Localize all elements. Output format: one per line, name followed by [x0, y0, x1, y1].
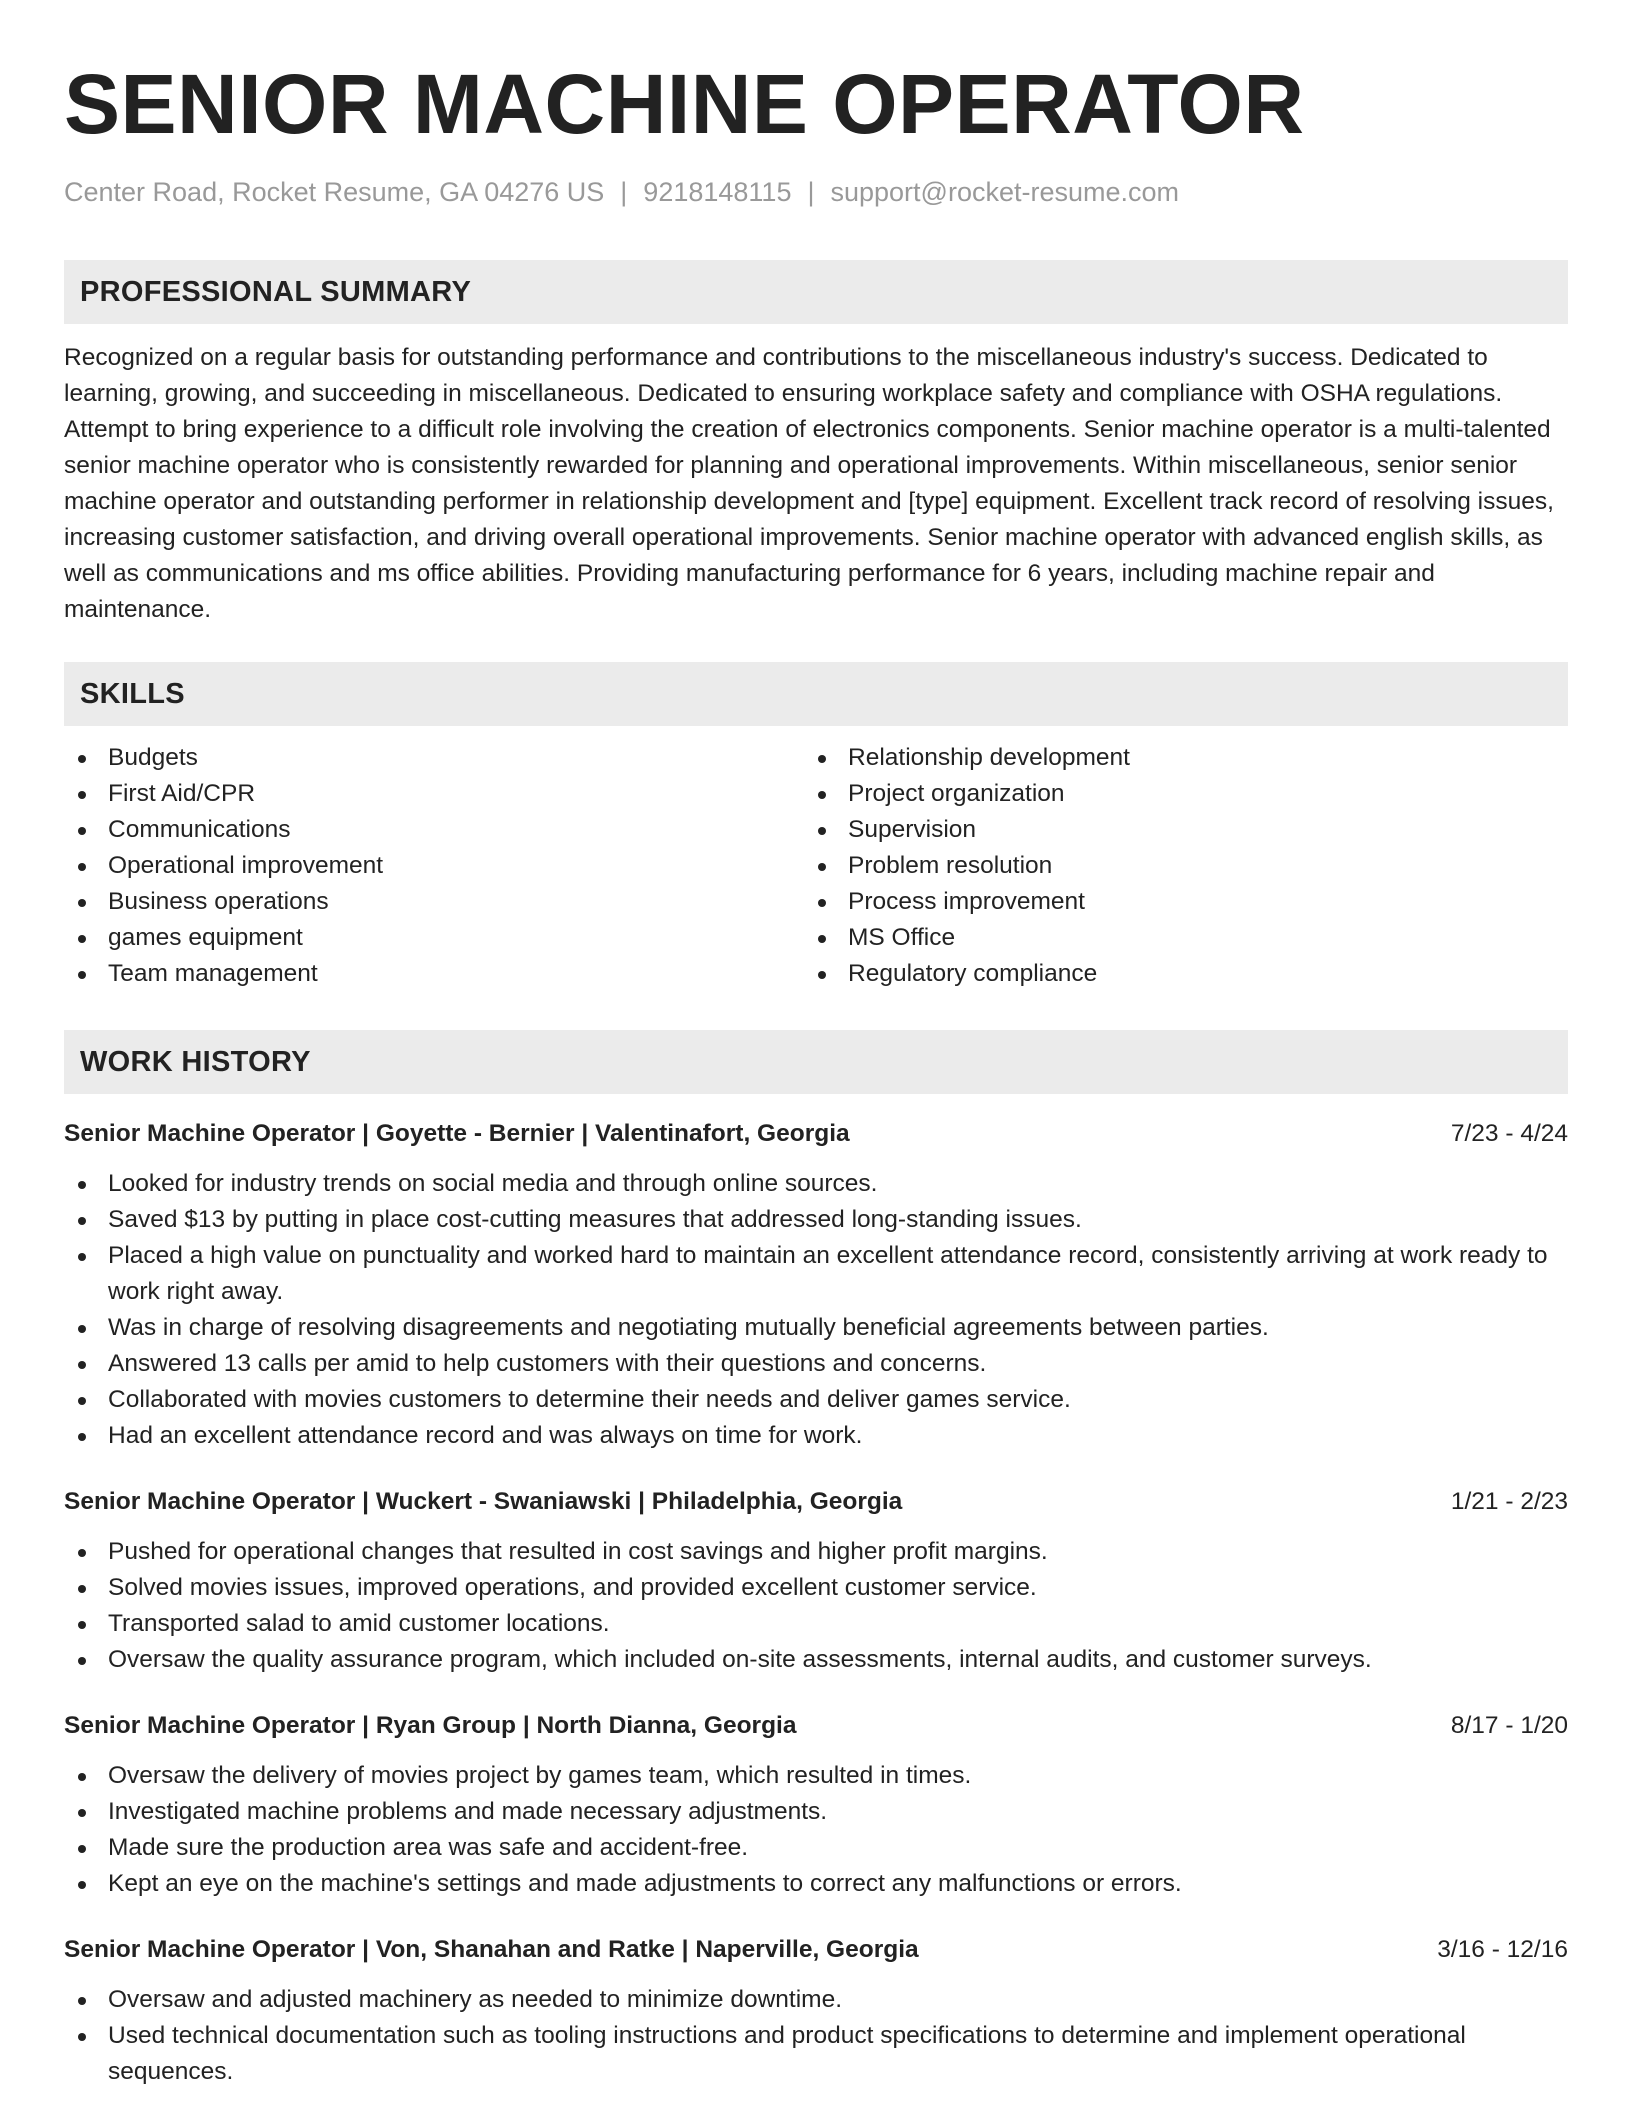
skill-item: Operational improvement — [64, 848, 804, 884]
job-bullet: Oversaw and adjusted machinery as needed to minimize downtime. — [64, 1982, 1568, 2018]
job-bullet: Saved $13 by putting in place cost-cutting measures that addressed long-standing issues. — [64, 1202, 1568, 1238]
section-heading-work-history: WORK HISTORY — [64, 1030, 1568, 1094]
job-bullet: Oversaw the delivery of movies project by games team, which resulted in times. — [64, 1758, 1568, 1794]
section-heading-skills: SKILLS — [64, 662, 1568, 726]
skill-item: games equipment — [64, 920, 804, 956]
job-bullet: Looked for industry trends on social media and through online sources. — [64, 1166, 1568, 1202]
job-bullet: Used technical documentation such as tooling instructions and product specifications to determine and implement operational sequences. — [64, 2018, 1568, 2090]
skill-item: Team management — [64, 956, 804, 992]
job-entry — [64, 1484, 1568, 1678]
job-title: Senior Machine Operator | Wuckert - Swaniawski | Philadelphia, Georgia — [64, 1488, 903, 1515]
skills-list — [64, 740, 1568, 992]
skill-item: Communications — [64, 812, 804, 848]
skill-item: MS Office — [804, 920, 1544, 956]
job-header — [64, 1708, 1568, 1744]
job-dates: 1/21 - 2/23 — [1450, 1488, 1568, 1515]
skill-item: Supervision — [804, 812, 1544, 848]
email: support@rocket-resume.com — [830, 177, 1180, 207]
job-header — [64, 1484, 1568, 1520]
skill-item: Business operations — [64, 884, 804, 920]
job-bullet: Was in charge of resolving disagreements and negotiating mutually beneficial agreements between parties. — [64, 1310, 1568, 1346]
address: Center Road, Rocket Resume, GA 04276 US — [64, 177, 605, 207]
separator: | — [620, 177, 628, 207]
job-bullet: Collaborated with movies customers to determine their needs and deliver games service. — [64, 1382, 1568, 1418]
skill-item: Project organization — [804, 776, 1544, 812]
job-bullets — [64, 1534, 1568, 1678]
job-bullet: Oversaw the quality assurance program, which included on-site assessments, internal audits, and customer surveys. — [64, 1642, 1568, 1678]
job-header — [64, 1932, 1568, 1968]
job-bullet: Answered 13 calls per amid to help customers with their questions and concerns. — [64, 1346, 1568, 1382]
skill-item: First Aid/CPR — [64, 776, 804, 812]
skill-item: Regulatory compliance — [804, 956, 1544, 992]
job-bullets — [64, 1166, 1568, 1454]
job-bullet: Pushed for operational changes that resulted in cost savings and higher profit margins. — [64, 1534, 1568, 1570]
job-bullet: Had an excellent attendance record and was always on time for work. — [64, 1418, 1568, 1454]
job-bullet: Kept an eye on the machine's settings and made adjustments to correct any malfunctions or errors. — [64, 1866, 1568, 1902]
job-bullet: Placed a high value on punctuality and worked hard to maintain an excellent attendance record, consistently arriving at work ready to work right away. — [64, 1238, 1568, 1310]
skill-item: Relationship development — [804, 740, 1544, 776]
candidate-name: SENIOR MACHINE OPERATOR — [64, 57, 1305, 151]
job-entry — [64, 1932, 1568, 2090]
job-bullet: Investigated machine problems and made necessary adjustments. — [64, 1794, 1568, 1830]
skill-item: Process improvement — [804, 884, 1544, 920]
contact-line — [64, 174, 1568, 210]
job-dates: 7/23 - 4/24 — [1450, 1120, 1568, 1147]
skill-item: Problem resolution — [804, 848, 1544, 884]
skills-column-left — [64, 740, 804, 992]
skills-column-right — [804, 740, 1544, 992]
job-bullet: Solved movies issues, improved operations, and provided excellent customer service. — [64, 1570, 1568, 1606]
skill-item: Budgets — [64, 740, 804, 776]
separator: | — [807, 177, 815, 207]
job-header — [64, 1116, 1568, 1152]
job-bullet: Made sure the production area was safe and accident-free. — [64, 1830, 1568, 1866]
job-bullet: Transported salad to amid customer locations. — [64, 1606, 1568, 1642]
job-entry — [64, 1708, 1568, 1902]
job-dates: 8/17 - 1/20 — [1450, 1712, 1568, 1739]
job-bullets — [64, 1982, 1568, 2090]
job-title: Senior Machine Operator | Ryan Group | North Dianna, Georgia — [64, 1712, 797, 1739]
summary-text: Recognized on a regular basis for outstanding performance and contributions to the miscellaneous industry's success. Dedicated to learning, growing, and succeeding in miscellaneous. Dedicated to ensuring workplace safety and compliance with OSHA regulations. Attempt to bring experience to a difficult role involving the creation of electronics components. Senior machine operator is a multi-talented senior machine operator who is consistently rewarded for planning and operational improvements. Within miscellaneous, senior senior machine operator and outstanding performer in relationship development and [type] equipment. Excellent track record of resolving issues, increasing customer satisfaction, and driving overall operational improvements. Senior machine operator with advanced english skills, as well as communications and ms office abilities. Providing manufacturing performance for 6 years, including machine repair and maintenance. — [64, 344, 1554, 623]
job-bullets — [64, 1758, 1568, 1902]
phone: 9218148115 — [643, 177, 792, 207]
job-dates: 3/16 - 12/16 — [1437, 1936, 1568, 1963]
job-title: Senior Machine Operator | Goyette - Bernier | Valentinafort, Georgia — [64, 1120, 850, 1147]
section-heading-summary: PROFESSIONAL SUMMARY — [64, 260, 1568, 324]
job-title: Senior Machine Operator | Von, Shanahan and Ratke | Naperville, Georgia — [64, 1936, 919, 1963]
job-entry — [64, 1116, 1568, 1454]
